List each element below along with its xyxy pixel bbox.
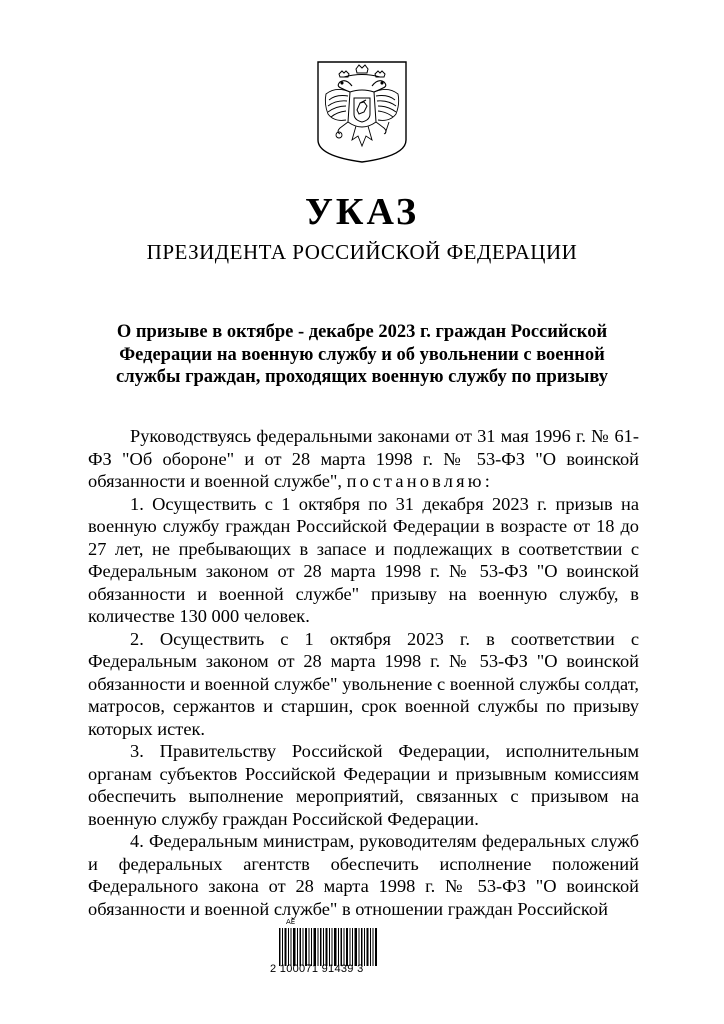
clause-1: 1. Осуществить с 1 октября по 31 декабря 2023 г. призыв на военную службу граждан Российской Федерации в возрасте от 18 до 27 лет, не пребывающих в запасе и подлежащих в соответствии с Федеральным законом от 28 марта 1998 г. № 53-ФЗ "О воинской обязанности и военной службе" призыву на военную службу, в количестве 130 000 человек. xyxy=(88,493,639,626)
preamble-text: Руководствуясь федеральными законами от 31 мая 1996 г. № 61-ФЗ "Об обороне" и от 28 марта 1998 г. № 53-ФЗ "О воинской обязанности и военной службе", xyxy=(88,426,639,491)
barcode-mark: АЕ xyxy=(286,918,296,926)
russian-coat-of-arms-icon xyxy=(316,60,408,164)
decree-heading-line: службы граждан, проходящих военную службу по призыву xyxy=(116,367,608,387)
clause-3: 3. Правительству Российской Федерации, исполнительным органам субъектов Российской Федерации и призывным комиссиям обеспечить выполнение мероприятий, связанных с призывом на военную службу граждан Российской Федерации. xyxy=(88,741,639,829)
decree-heading-line: О призыве в октябре - декабре 2023 г. граждан Российской xyxy=(116,322,608,342)
decree-heading-line: Федерации на военную службу и об увольнении с военной xyxy=(119,344,605,365)
clause-2: 2. Осуществить с 1 октября 2023 г. в соответствии с Федеральным законом от 28 марта 1998 г. № 53-ФЗ "О воинской обязанности и военной службе" увольнение с военной службы солдат, матросов, сержантов и старшин, срок военной службы по призыву которых истек. xyxy=(88,628,639,739)
barcode-number: 2 100071 91439 3 xyxy=(270,963,364,975)
clause-4: 4. Федеральным министрам, руководителям федеральных служб и федеральных агентств обеспечить исполнение положений Федерального закона от 28 марта 1998 г. № 53-ФЗ "О воинской обязанности и военной службе" в отношении граждан Российской xyxy=(88,831,639,919)
decree-heading xyxy=(100,321,624,389)
barcode-icon xyxy=(279,928,379,968)
decree-body xyxy=(88,425,639,920)
preamble-ending: постановляю: xyxy=(346,471,494,491)
document-subtitle: ПРЕЗИДЕНТА РОССИЙСКОЙ ФЕДЕРАЦИИ xyxy=(146,240,578,264)
preamble-paragraph xyxy=(88,425,639,493)
document-title: УКАЗ xyxy=(305,191,419,233)
